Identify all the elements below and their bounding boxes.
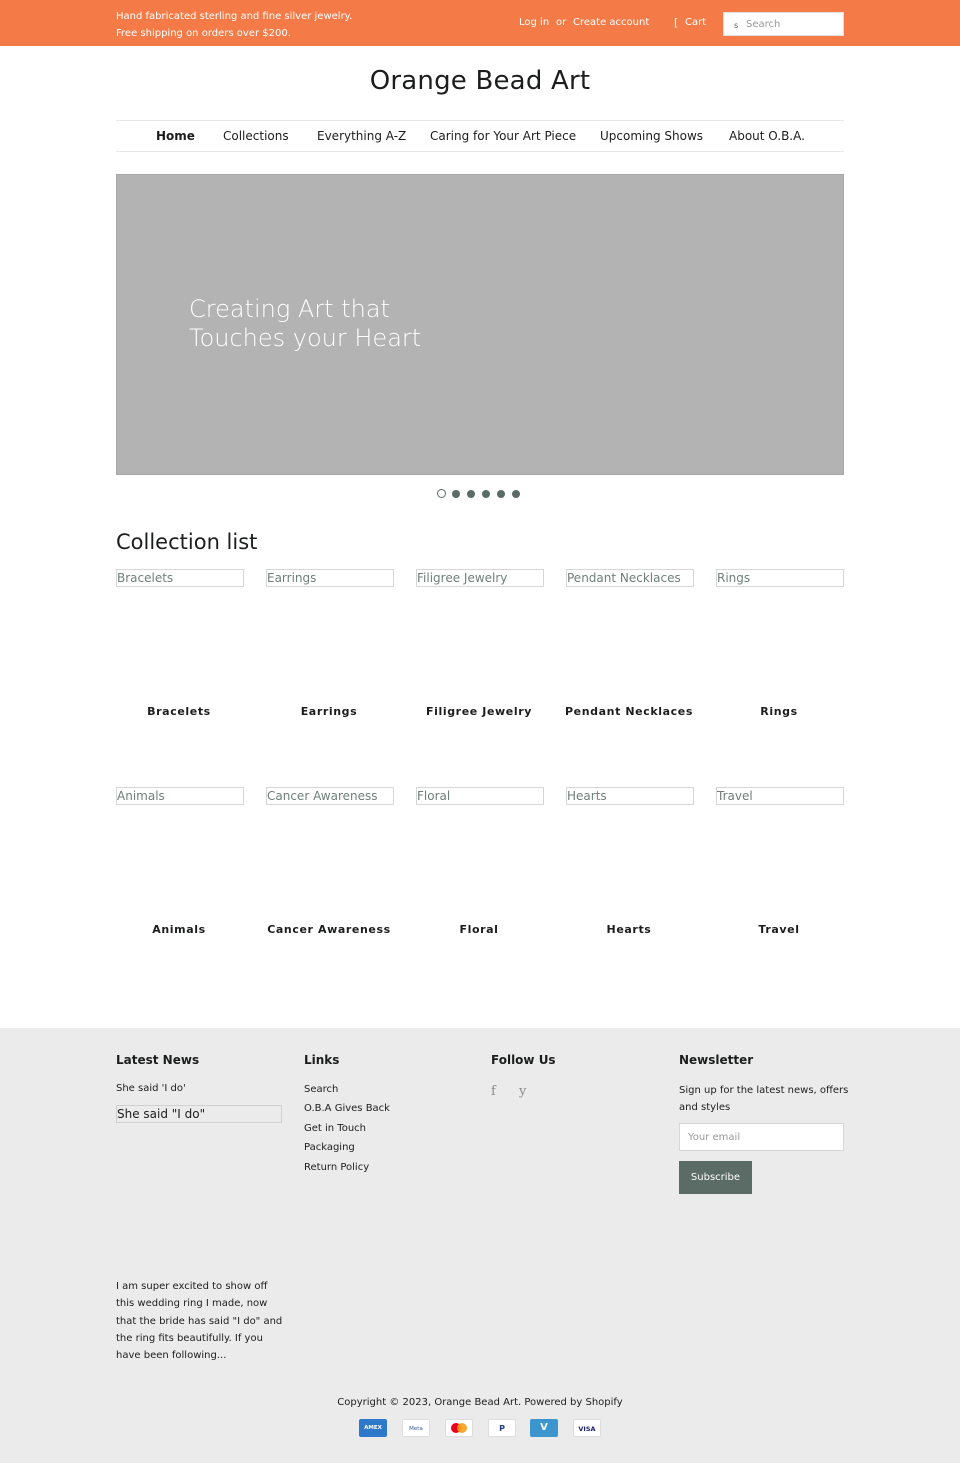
- collection-label-filigree[interactable]: Filigree Jewelry: [425, 705, 533, 718]
- collection-label-earrings[interactable]: Earrings: [300, 705, 358, 718]
- collection-label-cancer-awareness[interactable]: Cancer Awareness: [267, 923, 391, 936]
- collection-label-rings[interactable]: Rings: [760, 705, 798, 718]
- collection-label-bracelets[interactable]: Bracelets: [147, 705, 211, 718]
- nav-caring[interactable]: Caring for Your Art Piece: [430, 129, 577, 143]
- search-box[interactable]: [723, 12, 844, 36]
- latest-news-heading: Latest News: [116, 1053, 200, 1067]
- footer-link-packaging[interactable]: Packaging: [304, 1142, 355, 1153]
- nav-upcoming-shows[interactable]: Upcoming Shows: [600, 129, 704, 143]
- news-post-excerpt: I am super excited to show off this wedding ring I made, now that the bride has said "I do" and the ring fits beautifully. If you have been following...: [116, 1281, 283, 1362]
- cart-link[interactable]: Cart: [685, 17, 707, 28]
- hero-title: [189, 295, 489, 353]
- footer-link-return-policy[interactable]: Return Policy: [304, 1162, 370, 1173]
- collection-link-earrings[interactable]: Earrings: [266, 569, 394, 587]
- meta-pay-icon: Meta: [402, 1419, 430, 1437]
- amex-icon: AMEX: [359, 1419, 387, 1437]
- twitter-icon[interactable]: y: [519, 1084, 527, 1099]
- slideshow-dot[interactable]: [467, 490, 475, 498]
- links-heading: Links: [304, 1053, 340, 1067]
- collection-label-floral[interactable]: Floral: [459, 923, 499, 936]
- collection-list-title: Collection list: [116, 530, 258, 554]
- paypal-icon: P: [488, 1419, 516, 1437]
- venmo-icon: V: [530, 1419, 558, 1437]
- hero-title-line-1: Creating Art that: [189, 295, 390, 323]
- slideshow-dot[interactable]: [437, 489, 446, 498]
- collection-label-travel[interactable]: Travel: [758, 923, 800, 936]
- slideshow-dot[interactable]: [482, 490, 490, 498]
- main-nav: [116, 120, 844, 152]
- promo-text: [116, 8, 352, 42]
- newsletter-text: Sign up for the latest news, offers and styles: [679, 1085, 849, 1114]
- mastercard-logo: [446, 1420, 472, 1436]
- newsletter-email-input[interactable]: [679, 1123, 844, 1151]
- nav-home[interactable]: Home: [156, 129, 195, 143]
- login-link[interactable]: Log in: [519, 17, 550, 28]
- footer-link-get-in-touch[interactable]: Get in Touch: [304, 1123, 366, 1134]
- newsletter-heading: Newsletter: [679, 1053, 754, 1067]
- news-post-title-small: She said 'I do': [116, 1083, 186, 1094]
- create-account-link[interactable]: Create account: [573, 17, 650, 28]
- collection-link-cancer-awareness[interactable]: Cancer Awareness: [266, 787, 394, 805]
- collection-link-travel[interactable]: Travel: [716, 787, 844, 805]
- collection-label-pendant[interactable]: Pendant Necklaces: [565, 705, 693, 718]
- collection-label-animals[interactable]: Animals: [152, 923, 206, 936]
- nav-about[interactable]: About O.B.A.: [729, 129, 805, 143]
- mastercard-icon: [445, 1419, 473, 1437]
- search-icon[interactable]: s: [734, 21, 739, 30]
- subscribe-button[interactable]: Subscribe: [679, 1161, 752, 1194]
- slideshow-dot[interactable]: [452, 490, 460, 498]
- copyright-text: Copyright © 2023, Orange Bead Art. Powered by Shopify: [337, 1397, 623, 1408]
- follow-us-heading: Follow Us: [491, 1053, 556, 1067]
- search-input[interactable]: [746, 16, 840, 33]
- collection-link-floral[interactable]: Floral: [416, 787, 544, 805]
- nav-everything-a-z[interactable]: Everything A-Z: [317, 129, 407, 143]
- hero-slideshow[interactable]: [116, 174, 844, 475]
- collection-link-pendant[interactable]: Pendant Necklaces: [566, 569, 694, 587]
- promo-line-1: Hand fabricated sterling and fine silver jewelry.: [116, 11, 353, 22]
- collection-link-filigree[interactable]: Filigree Jewelry: [416, 569, 544, 587]
- collection-link-bracelets[interactable]: Bracelets: [116, 569, 244, 587]
- facebook-icon[interactable]: f: [491, 1084, 496, 1099]
- collection-link-animals[interactable]: Animals: [116, 787, 244, 805]
- footer-link-search[interactable]: Search: [304, 1084, 339, 1095]
- slideshow-dot[interactable]: [497, 490, 505, 498]
- collection-link-rings[interactable]: Rings: [716, 569, 844, 587]
- visa-icon: VISA: [573, 1419, 601, 1437]
- promo-line-2: Free shipping on orders over $200.: [116, 28, 291, 39]
- slideshow-dot[interactable]: [512, 490, 520, 498]
- collection-label-hearts[interactable]: Hearts: [606, 923, 652, 936]
- or-text: or: [556, 17, 567, 28]
- hero-title-line-2: Touches your Heart: [189, 324, 422, 352]
- cart-divider: [: [674, 16, 679, 29]
- nav-collections[interactable]: Collections: [223, 129, 289, 143]
- collection-link-hearts[interactable]: Hearts: [566, 787, 694, 805]
- site-footer: [0, 1028, 960, 1463]
- site-logo[interactable]: Orange Bead Art: [369, 66, 591, 96]
- announcement-bar: [0, 0, 960, 46]
- footer-link-gives-back[interactable]: O.B.A Gives Back: [304, 1103, 390, 1114]
- news-post-link[interactable]: She said "I do": [116, 1105, 282, 1123]
